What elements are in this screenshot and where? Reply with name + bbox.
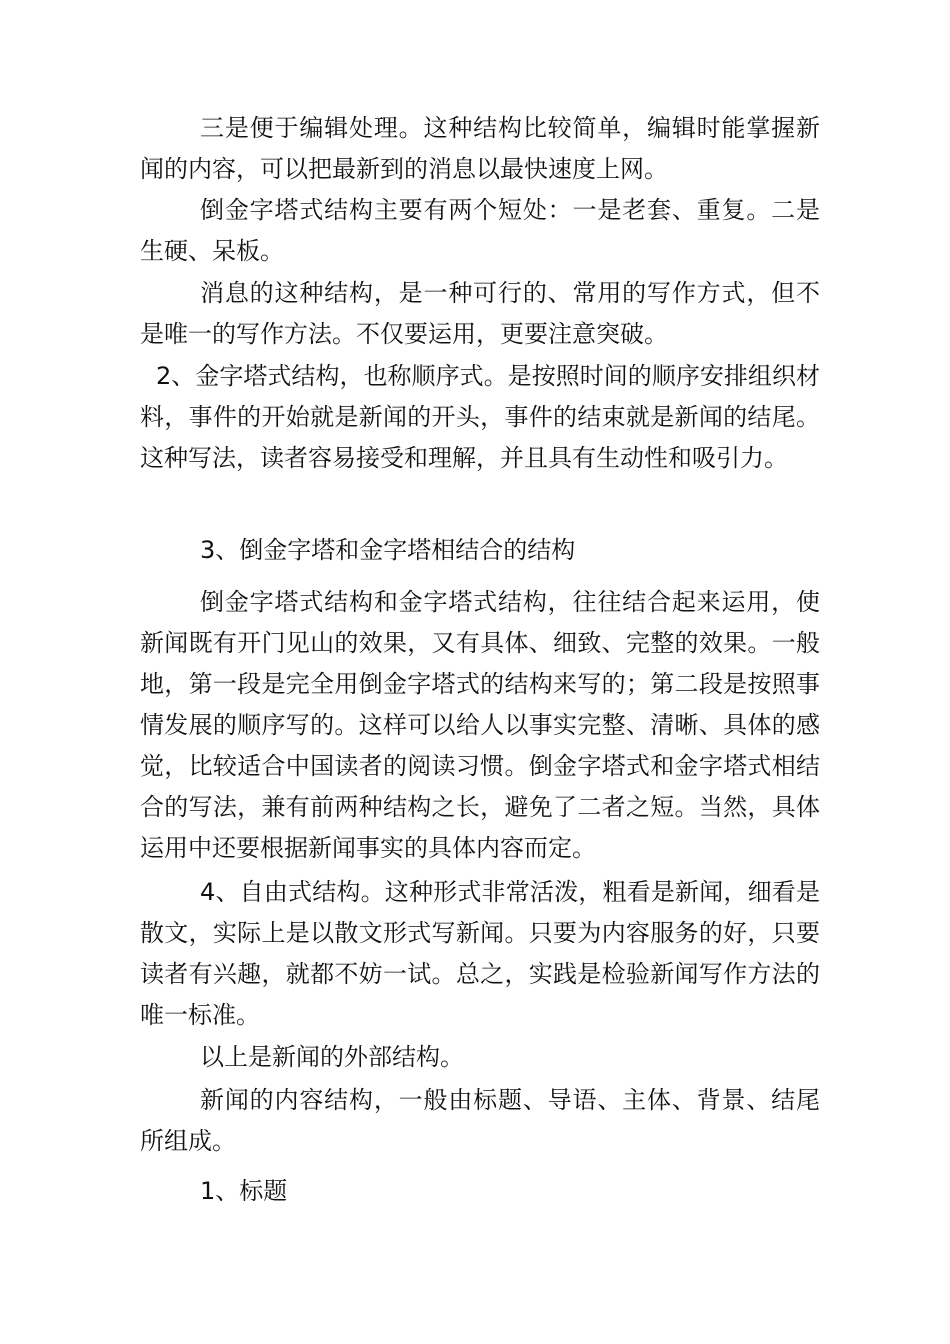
paragraph-structure-feasible: 消息的这种结构，是一种可行的、常用的写作方式，但不是唯一的写作方法。不仅要运用，更要注意突破。	[140, 279, 820, 348]
paragraph-external-structure: 以上是新闻的外部结构。	[200, 1043, 464, 1071]
section-heading-title: 1、标题	[200, 1177, 288, 1205]
paragraph-shortcomings: 倒金字塔式结构主要有两个短处：一是老套、重复。二是生硬、呆板。	[140, 196, 820, 265]
paragraph-content-structure: 新闻的内容结构，一般由标题、导语、主体、背景、结尾所组成。	[140, 1086, 820, 1155]
paragraph-pyramid-structure: 2、金字塔式结构，也称顺序式。是按照时间的顺序安排组织材料，事件的开始就是新闻的开头，事件的结束就是新闻的结尾。这种写法，读者容易接受和理解，并且具有生动性和吸引力。	[140, 362, 820, 472]
paragraph-free-structure: 4、自由式结构。这种形式非常活泼，粗看是新闻，细看是散文，实际上是以散文形式写新闻。只要为内容服务的好，只要读者有兴趣，就都不妨一试。总之，实践是检验新闻写作方法的唯一标准。	[140, 878, 820, 1029]
paragraph-editing-convenience: 三是便于编辑处理。这种结构比较简单，编辑时能掌握新闻的内容，可以把最新到的消息以最快速度上网。	[140, 114, 820, 183]
section-heading-combined-structure: 3、倒金字塔和金字塔相结合的结构	[200, 536, 576, 564]
paragraph-combined-structure: 倒金字塔式结构和金字塔式结构，往往结合起来运用，使新闻既有开门见山的效果，又有具体、细致、完整的效果。一般地，第一段是完全用倒金字塔式的结构来写的；第二段是按照事情发展的顺序写的。这样可以给人以事实完整、清晰、具体的感觉，比较适合中国读者的阅读习惯。倒金字塔式和金字塔式相结合的写法，兼有前两种结构之长，避免了二者之短。当然，具体运用中还要根据新闻事实的具体内容而定。	[140, 588, 820, 862]
